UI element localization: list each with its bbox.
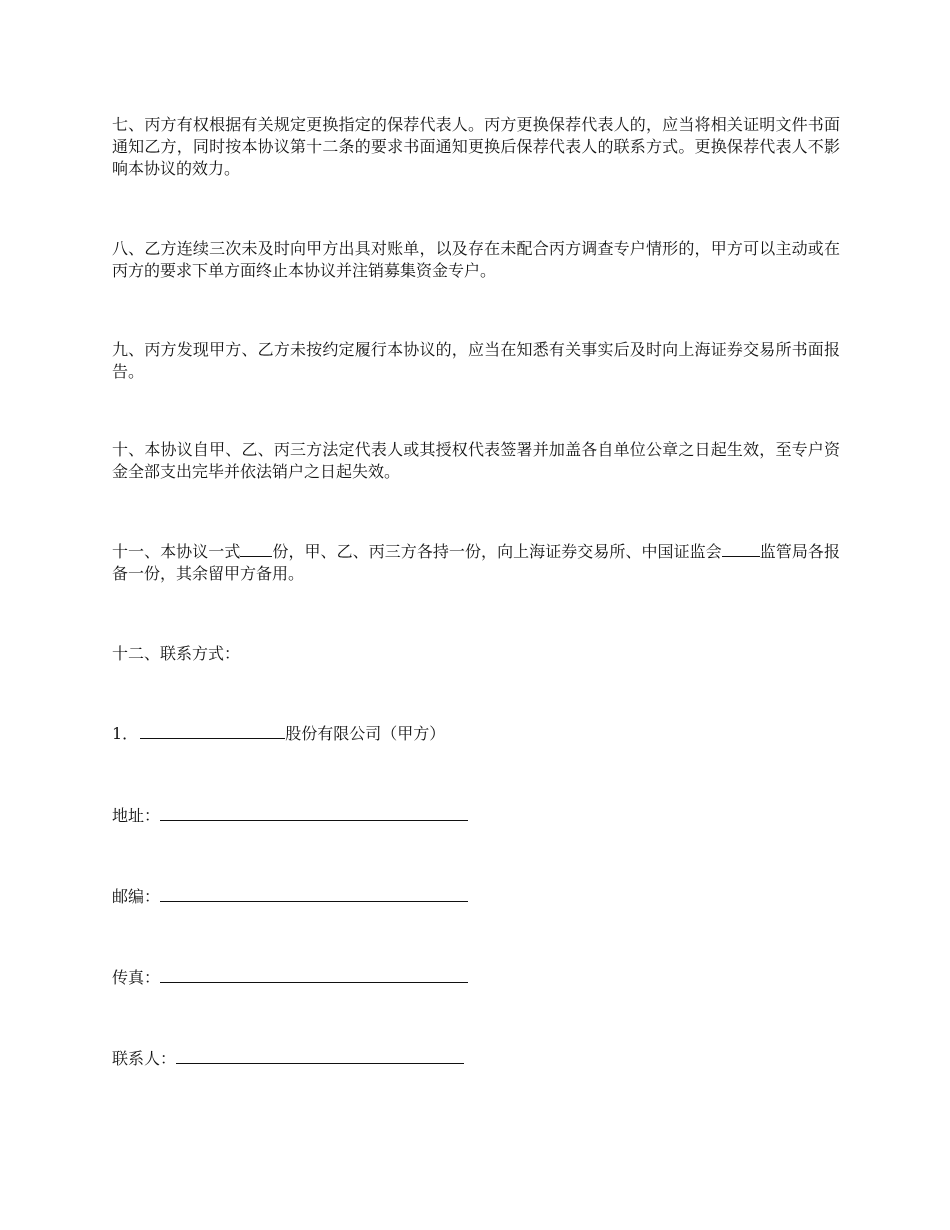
- clause-twelve-heading: 十二、联系方式：: [112, 644, 241, 663]
- clause-eight: 八、乙方连续三次未及时向甲方出具对账单，以及存在未配合丙方调查专户情形的，甲方可以主动或在丙方的要求下单方面终止本协议并注销募集资金专户。: [112, 239, 840, 280]
- party-a-suffix: 股份有限公司（甲方）: [285, 724, 446, 743]
- postcode-line: [112, 885, 468, 908]
- contact-person-label: 联系人：: [112, 1049, 177, 1068]
- postcode-blank: [160, 885, 468, 902]
- address-line: [112, 804, 468, 827]
- clause-eleven-part3: 监管局各报备一份，其余留甲方备用。: [112, 542, 840, 583]
- address-label: 地址：: [112, 806, 161, 825]
- party-a-name-blank: [140, 722, 285, 739]
- party-a-prefix: 1．: [112, 724, 139, 743]
- regulatory-bureau-blank: [722, 540, 760, 557]
- clause-eleven-part2: 份，甲、乙、丙三方各持一份，向上海证券交易所、中国证监会: [272, 542, 722, 561]
- clause-nine: 九、丙方发现甲方、乙方未按约定履行本协议的，应当在知悉有关事实后及时向上海证券交易所书面报告。: [112, 340, 840, 381]
- fax-line: [112, 966, 468, 989]
- clause-eleven: [112, 540, 840, 585]
- fax-blank: [160, 966, 468, 983]
- clause-seven: 七、丙方有权根据有关规定更换指定的保荐代表人。丙方更换保荐代表人的，应当将相关证明文件书面通知乙方，同时按本协议第十二条的要求书面通知更换后保荐代表人的联系方式。更换保荐代表人不影响本协议的效力。: [112, 115, 840, 178]
- address-blank: [160, 804, 468, 821]
- party-a-line: [112, 722, 445, 745]
- clause-ten: 十、本协议自甲、乙、丙三方法定代表人或其授权代表签署并加盖各自单位公章之日起生效，至专户资金全部支出完毕并依法销户之日起失效。: [112, 440, 840, 481]
- postcode-label: 邮编：: [112, 887, 161, 906]
- copies-count-blank: [240, 540, 272, 557]
- clause-eleven-part1: 十一、本协议一式: [112, 542, 241, 561]
- contact-person-line: [112, 1047, 464, 1070]
- fax-label: 传真：: [112, 968, 161, 987]
- contact-person-blank: [176, 1047, 464, 1064]
